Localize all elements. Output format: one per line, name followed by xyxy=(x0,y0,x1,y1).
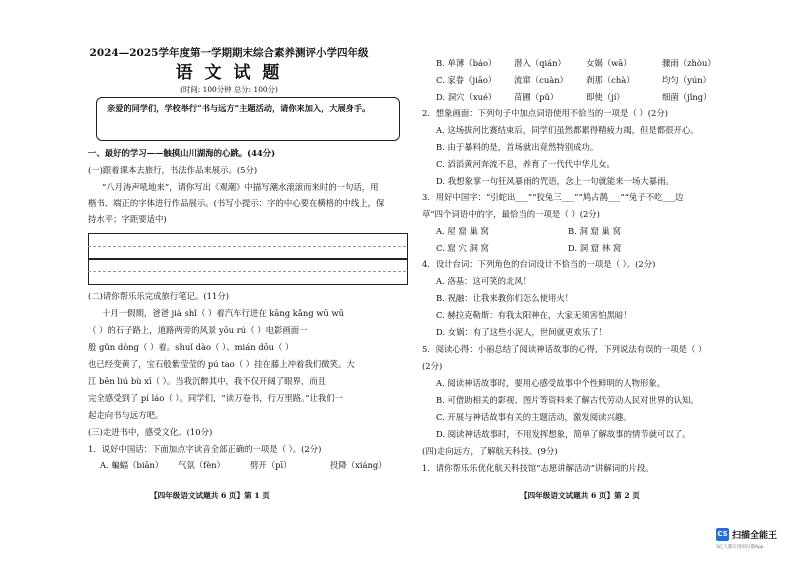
q4-option-a[interactable]: A. 洛基：这可笑的北风！ xyxy=(436,276,532,286)
notice-box xyxy=(96,97,400,141)
section4-question-1: 1．请你帮乐乐优化航天科技馆“志愿讲解活动”讲解词的片段。 xyxy=(422,463,654,473)
q1-option-c-2: 流窜（cuàn） xyxy=(514,75,568,85)
q1-option-d[interactable]: D. 洞穴（xué） xyxy=(436,92,497,102)
question-2: 2．想象画面：下列句子中加点词语使用不恰当的一项是（ ）(2分) xyxy=(422,108,668,118)
q2-option-d[interactable]: D. 我想象掌一句狂风暴雨的咒语，念上一句就能来一场大暴雨。 xyxy=(436,176,674,186)
q1-option-d-3: 即使（jí） xyxy=(586,92,625,102)
scanner-label: 扫描全能王 xyxy=(732,531,778,541)
q4-option-d[interactable]: D. 女娲：有了这些小泥人，世间就更欢乐了！ xyxy=(436,327,607,337)
notice-text: 亲爱的同学们，学校举行“书与远方”主题活动，请你来加入，大展身手。 xyxy=(107,103,371,113)
q1-option-c[interactable]: C. 家眷（jiāo） xyxy=(436,75,497,85)
q4-option-c[interactable]: C. 赫拉克勒斯：有我太阳神在，大家无须害怕黑暗！ xyxy=(436,310,632,320)
footer-page-2: 【四年级语文试题共 6 页】第 2 页 xyxy=(520,491,640,500)
question-5-line1: 5．阅读心得：小丽总结了阅读神话故事的心得，下列说法有误的一项是（ ） xyxy=(422,344,707,354)
q2-option-a[interactable]: A. 这场拔河比赛结束后，同学们虽然都累得精疲力竭，但是都很开心。 xyxy=(436,125,699,135)
q1-option-a-3: 劈开（pī） xyxy=(250,460,292,470)
section2-title: (二)请你帮乐乐完成旅行笔记。(11分) xyxy=(88,291,229,301)
q5-option-b[interactable]: B. 可借助相关的影视、图片等资料来了解古代劳动人民对世界的认知。 xyxy=(436,395,699,405)
question-3-line2: 草”四个词语中的字，最恰当的一项是（ ）(2分) xyxy=(422,209,600,219)
section2-line4: 也已经变黄了，宝石般紫莹莹的 pú tao（ ）挂在藤上冲着我们微笑。大 xyxy=(88,359,355,369)
q1-option-c-4: 均匀（yún） xyxy=(662,75,712,85)
section1-line1: “八月涛声吼地来”，请你写出《观潮》中描写潮水滚滚而来时的一句话，用 xyxy=(102,182,379,192)
writing-midline-1 xyxy=(88,246,406,247)
scanner-logo-icon: CS xyxy=(716,528,729,541)
q1-option-d-4: 细菌（jǐng） xyxy=(662,92,712,102)
exam-meta: (时间: 100分钟 总分: 100分) xyxy=(180,85,278,94)
footer-page-1: 【四年级语文试题共 6 页】第 1 页 xyxy=(150,491,270,500)
section4-title: (四)走向远方，了解航天科技。(9分) xyxy=(422,446,558,456)
section2-line1: 十月一假期，爸爸 jià shǐ（ ）着汽车行进在 kāng kǎng wū wū xyxy=(102,308,345,318)
q1-option-d-2: 苗圃（pǔ） xyxy=(514,92,559,102)
q2-option-b[interactable]: B. 由于暴料的是，首场就出竟然特别成功。 xyxy=(436,142,599,152)
q1-option-a[interactable]: A. 蝙蝠（biān） xyxy=(100,460,164,470)
q1-option-b-4: 骤雨（zhòu） xyxy=(662,58,716,68)
section2-line6: 完全感受到了 pí láo（ ）。同学们，“读万卷书，行万里路。”让我们一 xyxy=(88,393,344,403)
section2-line5: 江 bēn liú bù xī（ ）。当我沉醉其中，我不仅开阔了眼界，而且 xyxy=(88,376,326,386)
section1-line3: 持水平；字距要适中) xyxy=(88,214,167,224)
q3-option-d[interactable]: D. 洞 窟 林 窝 xyxy=(568,243,622,253)
question-3-line1: 3．用好中国字：“引蛇出___”“狡兔三___”“鸠占鹊___”“兔子不吃___边 xyxy=(422,192,684,202)
q1-option-b-2: 潜入（qián） xyxy=(514,58,566,68)
writing-midline-2 xyxy=(88,271,406,272)
q1-option-a-2: 气氛（fèn） xyxy=(178,460,225,470)
part1-title: 一、最好的学习——触摸山川湖海的心跳。(44分) xyxy=(88,148,276,158)
q1-option-b[interactable]: B. 单薄（báo） xyxy=(436,58,497,68)
q3-option-b[interactable]: B. 洞 窟 巢 窝 xyxy=(568,226,621,236)
section1-title: (一)跟着课本去旅行，书法作品来展示。(5分) xyxy=(88,165,258,175)
question-5-line2: (2分) xyxy=(422,361,443,371)
subject-title: 语 文 试 题 xyxy=(175,63,283,83)
q1-option-b-3: 女娲（wā） xyxy=(586,58,632,68)
q3-option-a[interactable]: A. 屋 窟 巢 窝 xyxy=(436,226,489,236)
question-1: 1．说好中国话：下面加点字读音全部正确的一项是（ ）。(2分) xyxy=(88,444,322,454)
scanner-sublabel: 3亿人都在用的扫描App xyxy=(716,545,764,550)
section2-line3: 般 gǔn dòng（ ）着。shuǐ dào（ ）、mián dōu（ ） xyxy=(88,342,294,352)
q5-option-a[interactable]: A. 阅读神话故事时，要用心感受故事中个性鲜明的人物形象。 xyxy=(436,378,666,388)
q5-option-c[interactable]: C. 开展与神话故事有关的主题活动，激发阅读兴趣。 xyxy=(436,412,632,422)
q5-option-d[interactable]: D. 阅读神话故事时，不用发挥想象，简单了解故事的情节就可以了。 xyxy=(436,429,691,439)
scanner-watermark xyxy=(716,528,794,556)
question-4: 4．设计台词：下列角色的台词设计不恰当的一项是（ ）。(2分) xyxy=(422,259,656,269)
section2-line2: （ ）的石子路上，道路两旁的风景 yōu rú（ ）电影画面一 xyxy=(88,325,308,335)
q3-option-c[interactable]: C. 窟 穴 洞 窝 xyxy=(436,243,489,253)
right-page xyxy=(410,0,794,561)
section1-line2: 楷书、端正的字体进行作品展示。(书写小提示：字的中心要在横格的中线上，保 xyxy=(88,198,385,208)
q2-option-c[interactable]: C. 滔滔黄河奔流不息，养育了一代代中华儿女。 xyxy=(436,159,615,169)
q1-option-a-4: 投降（xiáng） xyxy=(330,460,387,470)
q4-option-b[interactable]: B. 祝融：让我来教你们怎么使用火！ xyxy=(436,293,574,303)
q1-option-c-3: 刹那（chà） xyxy=(586,75,635,85)
exam-header-title: 2024—2025学年度第一学期期末综合素养测评小学四年级 xyxy=(89,47,369,59)
section2-line7: 起走向书与远方吧。 xyxy=(88,410,164,420)
section3-title: (三)走进书中，感受文化。(10分) xyxy=(88,427,213,437)
